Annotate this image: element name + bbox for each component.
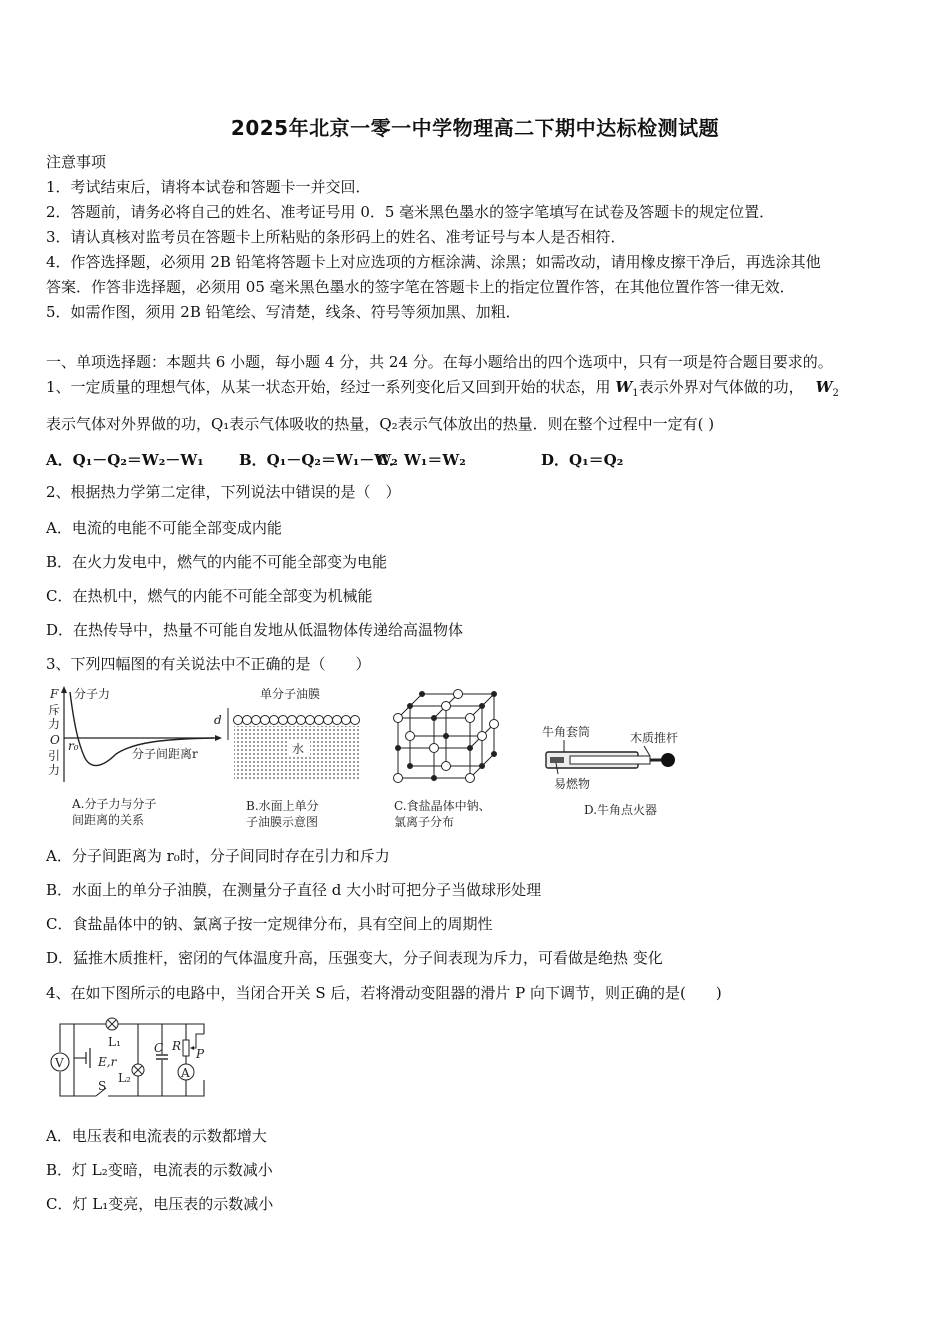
q4-option-c: C．灯 L₁变亮，电压表的示数减小 [46,1195,274,1213]
notice-item-1: 1．考试结束后，请将本试卷和答题卡一并交回． [46,178,371,196]
notice-item-2: 2．答题前，请务必将自己的姓名、准考证号用 0．5 毫米黑色墨水的签字笔填写在试卷及答题卡的规定位置． [46,203,775,221]
figure-b-oil-film [212,684,364,834]
notice-heading: 注意事项 [46,153,107,171]
fig-a-caption-1: A.分子力与分子 [72,797,157,811]
figure-c-salt-crystal [388,688,512,834]
fig-b-water-label: 水 [292,742,305,756]
q1-text-a: 1、一定质量的理想气体，从某一状态开始，经过一系列变化后又回到开始的状态，用 [46,378,616,396]
fig-a-li1: 力 [48,717,61,731]
fig-a-origin: O [50,733,60,747]
q4-option-a: A．电压表和电流表的示数都增大 [46,1127,267,1145]
q2-stem: 2、根据热力学第二定律，下列说法中错误的是（ ） [46,483,401,501]
fig-a-yin: 引 [48,749,61,763]
fig-d-rod-label: 木质推杆 [630,731,679,745]
fig-a-caption-2: 间距离的关系 [72,813,145,827]
notice-item-5: 5．如需作图，须用 2B 铅笔绘、写清楚，线条、符号等须加黑、加粗． [46,303,521,321]
figure-d-fire-piston [540,720,700,830]
q4-stem: 4、在如下图所示的电路中，当闭合开关 S 后，若将滑动变阻器的滑片 P 向下调节，则正确的是( ) [46,984,722,1002]
q3-option-d: D．猛推木质推杆，密闭的气体温度升高，压强变大，分子间表现为斥力，可看做是绝热 变化 [46,949,663,967]
circuit-r-label: R [172,1039,182,1053]
fig-b-caption-2: 子油膜示意图 [246,815,319,829]
q1-stem-line2: 表示气体对外界做的功，Q₁表示气体吸收的热量，Q₂表示气体放出的热量．则在整个过程中一定有( ) [46,415,715,433]
circuit-a-label: A [181,1066,190,1080]
figure-a-molecular-force [44,684,224,834]
q2-option-d: D．在热传导中，热量不可能自发地从低温物体传递给高温物体 [46,621,464,639]
circuit-v-label: V [55,1056,64,1070]
fig-a-force-label: 分子力 [74,687,111,701]
notice-item-4: 4．作答选择题，必须用 2B 铅笔将答题卡上对应选项的方框涂满、涂黑；如需改动，请用橡皮擦干净后，再选涂其他 [46,253,821,271]
fig-a-chi: 斥 [48,703,61,717]
fig-d-fuel-label: 易燃物 [554,777,591,791]
q1-w1: W [615,378,633,396]
figure-circuit [44,1014,220,1104]
notice-item-4-cont: 答案．作答非选择题，必须用 05 毫米黑色墨水的签字笔在答题卡上的指定位置作答，在其他位置作答一律无效． [46,278,795,296]
fig-b-film-label: 单分子油膜 [260,687,321,701]
q2-option-b: B．在火力发电中，燃气的内能不可能全部变为电能 [46,553,388,571]
notice-item-3: 3．请认真核对监考员在答题卡上所粘贴的条形码上的姓名、准考证号与本人是否相符． [46,228,626,246]
circuit-l2-label: L₂ [118,1071,131,1085]
q3-stem: 3、下列四幅图的有关说法中不正确的是（ ） [46,655,371,673]
q2-option-a: A．电流的电能不可能全部变成内能 [46,519,282,537]
q2-option-c: C．在热机中，燃气的内能不可能全部变为机械能 [46,587,373,605]
circuit-rheostat [183,1040,189,1056]
fig-d-sleeve-label: 牛角套筒 [542,725,591,739]
q1-option-c: C．W₁＝W₂ [377,451,466,469]
q3-option-c: C．食盐晶体中的钠、氯离子按一定规律分布，具有空间上的周期性 [46,915,493,933]
q4-option-b: B．灯 L₂变暗，电流表的示数减小 [46,1161,273,1179]
q1-option-b: B．Q₁－Q₂＝W₁－W₂ [239,451,398,469]
circuit-l1-label: L₁ [108,1035,121,1049]
q1-w2: W [815,378,833,396]
q1-option-a: A．Q₁－Q₂＝W₂－W₁ [46,451,204,469]
fig-b-molecule-row [234,716,360,725]
q1-text-b: 表示外界对气体做的功， [638,378,804,396]
circuit-source-label: E,r [98,1055,117,1069]
fig-a-axis-label: 分子间距离r [132,747,198,761]
fig-a-li2: 力 [48,763,61,777]
circuit-c-label: C [154,1041,164,1055]
q1-w2-sub: 2 [832,388,839,399]
q1-w1-sub: 1 [632,388,639,399]
fig-a-f-label: F [50,687,59,701]
q3-option-b: B．水面上的单分子油膜，在测量分子直径 d 大小时可把分子当做球形处理 [46,881,542,899]
circuit-p-label: P [196,1047,205,1061]
q3-option-a: A．分子间距离为 r₀时，分子间同时存在引力和斥力 [46,847,390,865]
fig-b-caption-1: B.水面上单分 [246,799,319,813]
fig-b-d-label: d [214,713,222,727]
page-title: 2025年北京一零一中学物理高二下期中达标检测试题 [230,116,720,140]
fig-a-r0: r₀ [68,739,79,753]
circuit-s-label: S [98,1079,107,1093]
q1-option-d: D．Q₁＝Q₂ [541,451,624,469]
fig-c-caption-1: C.食盐晶体中钠、 [394,799,491,813]
fig-d-caption: D.牛角点火器 [584,803,658,817]
fig-c-ions [394,690,499,783]
section-heading: 一、单项选择题：本题共 6 小题，每小题 4 分，共 24 分。在每小题给出的四个选项中，只有一项是符合题目要求的。 [46,353,833,371]
fig-c-caption-2: 氯离子分布 [394,815,455,829]
q1-stem-line1 [46,377,839,404]
